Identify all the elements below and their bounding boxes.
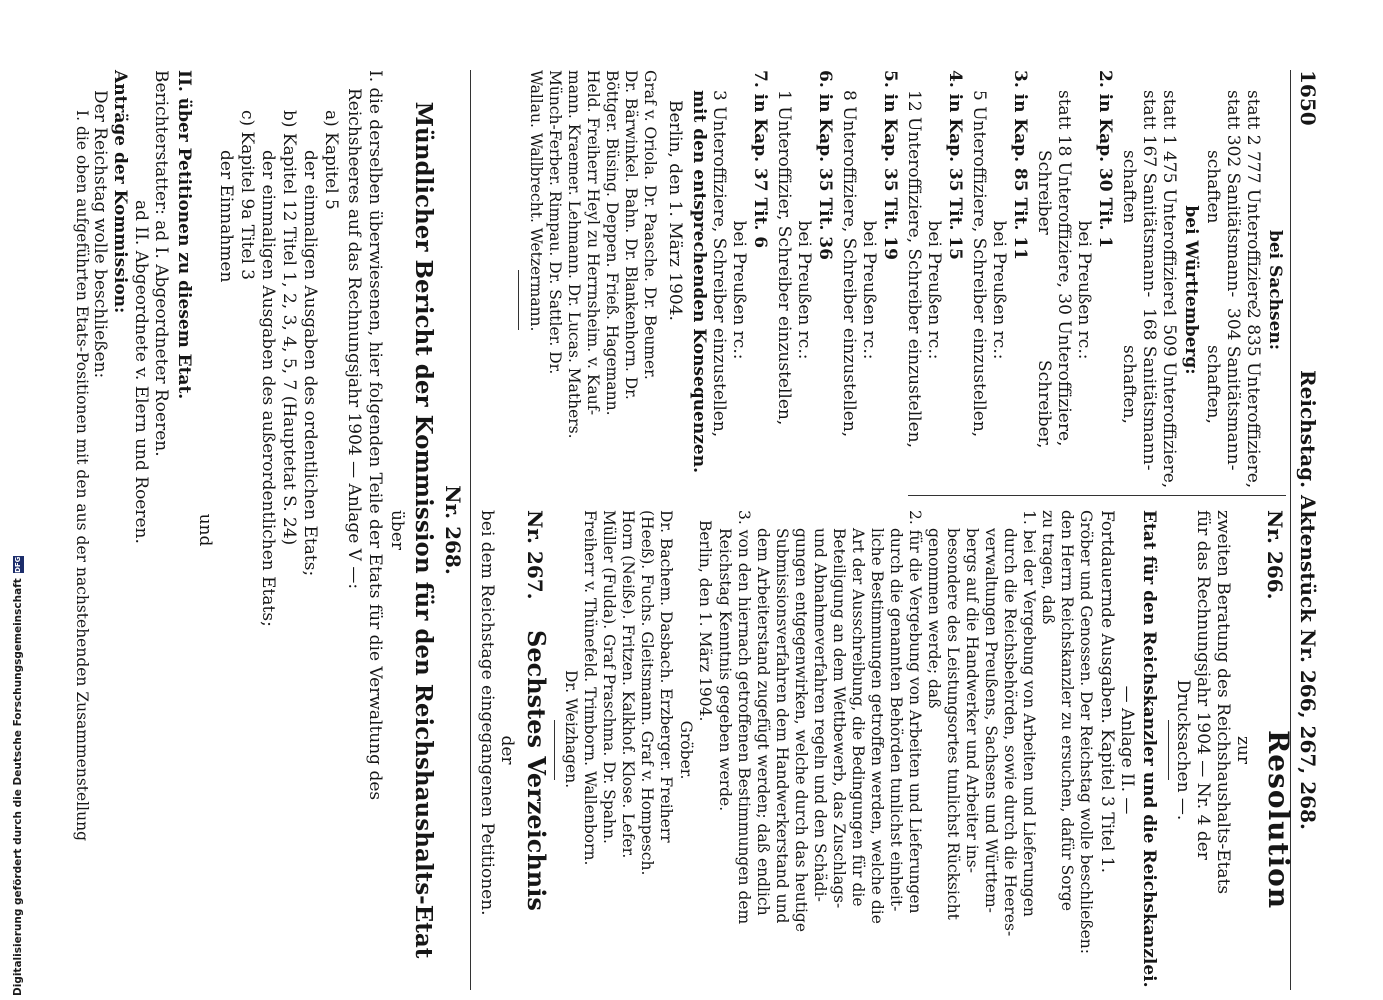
text-line: Reichstag Kenntnis gegeben werde. bbox=[716, 528, 734, 812]
signature-line: Dr. Bärwinkel. Bahn. Dr. Blankenhorn. Dr. bbox=[622, 70, 640, 400]
text-line: und Abnahmeverfahren regeln und den Schädi- bbox=[811, 528, 829, 902]
text-line: Gröber und Genossen. Der Reichstag wolle beschließen: bbox=[1077, 510, 1095, 954]
text-line: schaften bbox=[1203, 150, 1223, 224]
text-line: Reichsheeres auf das Rechnungsjahr 1904 — Anlage V —: bbox=[344, 88, 364, 590]
text-line: II. über Petitionen zu diesem Etat. bbox=[174, 70, 194, 400]
text-line: 304 Sanitätsmann- bbox=[1223, 308, 1243, 471]
signature-line: Müller (Fulda). Graf Praschma. Dr. Spahn. bbox=[600, 510, 618, 844]
text-line: für das Rechnungsjahr 1904 — Nr. 4 der bbox=[1193, 510, 1213, 860]
text-line: 1 509 Unteroffiziere, bbox=[1159, 308, 1179, 489]
date-line: Berlin, den 1. März 1904. bbox=[696, 520, 714, 722]
text-line: statt 18 Unteroffiziere, 30 Unteroffiziere, bbox=[1054, 90, 1074, 447]
digitization-notice bbox=[12, 556, 24, 996]
signature-line: Dr. Weizhagen. bbox=[562, 670, 580, 789]
text-line: 3. von den hiernach getroffenen Bestimmungen dem bbox=[735, 510, 753, 925]
text-line: statt 2 777 Unteroffiziere bbox=[1243, 90, 1263, 310]
text-line: durch die genannten Behörden tunlichst einheit- bbox=[887, 528, 905, 912]
column-divider bbox=[908, 495, 1286, 496]
item-5: 5. in Kap. 35 Tit. 19 bbox=[880, 70, 900, 260]
signature-line: Münch-Ferber. Rimpau. Dr. Sattler. Dr. bbox=[546, 70, 564, 375]
title-bericht: Mündlicher Bericht der Kommission für den Reichshaushalts-Etat bbox=[410, 101, 437, 959]
section-rule bbox=[470, 70, 471, 990]
text-line: 1. bei der Vergebung von Arbeiten und Lieferungen bbox=[1020, 510, 1038, 917]
signature-line: mann. Kraemer. Lehmann. Dr. Lucas. Mathers. bbox=[565, 70, 583, 439]
page-number: 1650 bbox=[1296, 70, 1320, 126]
dfg-logo-icon: DFG bbox=[14, 556, 22, 573]
text-line: bei Preußen rc.: bbox=[924, 220, 944, 360]
item-6: 6. in Kap. 35 Tit. 36 bbox=[815, 70, 835, 260]
text-line: schaften, bbox=[1119, 345, 1139, 424]
text-line: über bbox=[387, 509, 407, 551]
text-line: c) Kapitel 9a Titel 3 bbox=[237, 110, 257, 281]
item-4: 4. in Kap. 35 Tit. 15 bbox=[945, 70, 965, 260]
text-line: Art der Ausschreibung, die Bedingungen für die bbox=[849, 528, 867, 907]
item-7: 7. in Kap. 37 Tit. 6 bbox=[750, 70, 770, 249]
text-line: und bbox=[195, 513, 215, 547]
date-line: Berlin, den 1. März 1904. bbox=[665, 100, 685, 321]
signature-line: Held. Freiherr Heyl zu Herrnsheim. v. Kauf- bbox=[584, 70, 602, 416]
section-divider bbox=[518, 270, 519, 330]
section-divider bbox=[1168, 720, 1169, 780]
text-line: ad II. Abgeordnete v. Elern und Roeren. bbox=[131, 200, 151, 544]
text-line: Schreiber, bbox=[1034, 360, 1054, 449]
text-line: Drucksachen —. bbox=[1173, 679, 1193, 821]
text-line: bergs auf die Handwerker und Arbeiter ins- bbox=[963, 528, 981, 873]
text-line: Anträge der Kommission: bbox=[110, 70, 130, 314]
signature-line: Graf v. Oriola. Dr. Paasche. Dr. Beumer. bbox=[641, 70, 659, 380]
text-line: zur bbox=[1233, 735, 1253, 765]
heading-sachsen: bei Sachsen: bbox=[1265, 229, 1285, 351]
text-line: Beteiligung an dem Wettbewerb, das Zuschlags- bbox=[830, 528, 848, 909]
text-line: besondere des Leistungsortes tunlichst Rücksicht bbox=[944, 528, 962, 920]
text-line: zu tragen, daß bbox=[1039, 510, 1057, 625]
text-line: Berichterstatter: ad I. Abgeordneter Roeren. bbox=[151, 70, 171, 457]
notice-text: Digitalisierung gefördert durch die Deutsche Forschungsgemeinschaft bbox=[12, 578, 24, 996]
text-line: 12 Unteroffiziere, Schreiber einzustellen, bbox=[904, 90, 924, 448]
text-line: 1 Unteroffizier, Schreiber einzustellen, bbox=[774, 90, 794, 426]
heading-etat: Etat für den Reichskanzler und die Reichskanzlei. bbox=[1139, 510, 1159, 988]
signature-line: Horn (Neiße). Fritzen. Kalkhof. Klose. Lefer. bbox=[619, 510, 637, 859]
text-line: Submissionsverfahren dem Handwerkerstand und bbox=[773, 528, 791, 924]
title-verzeichnis: Sechstes Verzeichnis bbox=[522, 630, 551, 911]
nr-268: Nr. 268. bbox=[441, 485, 465, 575]
text-line: I. die oben aufgeführten Etats-Positionen mit den aus der nachstehenden Zusammenstellung bbox=[73, 110, 91, 841]
text-line: gungen entgegenwirken, welche durch das heutige bbox=[792, 528, 810, 933]
nr-266: Nr. 266. bbox=[1263, 510, 1287, 600]
running-title: Reichstag. Aktenstück Nr. 266, 267, 268. bbox=[1296, 370, 1320, 830]
text-line: zweiten Beratung des Reichshaushalts-Etats bbox=[1213, 510, 1233, 895]
signature-line: Böttger. Büsing. Deppen. Frieß. Hagemann. bbox=[603, 70, 621, 416]
text-line: 5 Unteroffiziere, Schreiber einzustellen, bbox=[969, 90, 989, 438]
text-line: statt 302 Sanitätsmann- bbox=[1223, 90, 1243, 298]
text-line: durch die Reichsbehörden, sowie durch die Heeres- bbox=[1001, 528, 1019, 937]
signature-line: Freiherr v. Thünefeld. Trimborn. Wallenborn. bbox=[581, 510, 599, 866]
text-line: a) Kapitel 5 bbox=[321, 110, 341, 210]
section-divider bbox=[554, 720, 555, 780]
signature-line: Wallau. Wallbrecht. Wetzermann. bbox=[527, 70, 545, 332]
text-line: Der Reichstag wolle beschließen: bbox=[90, 90, 110, 379]
text-line: bei dem Reichstage eingegangenen Petitionen. bbox=[477, 510, 497, 916]
signature-line: Dr. Bachem. Dasbach. Erzberger. Freiherr bbox=[657, 510, 675, 843]
text-line: der einmaligen Ausgaben des außerordentlichen Etats; bbox=[258, 150, 278, 627]
text-line: b) Kapitel 12 Titel 1, 2, 3, 4, 5, 7 (Hauptetat S. 24) bbox=[279, 110, 299, 546]
text-line: statt 1 475 Unteroffiziere bbox=[1159, 90, 1179, 310]
heading-wuerttemberg: bei Württemberg: bbox=[1181, 205, 1201, 375]
text-line: genommen werde; daß bbox=[925, 528, 943, 709]
text-line: der bbox=[497, 735, 517, 765]
text-line: statt 167 Sanitätsmann- bbox=[1139, 90, 1159, 298]
text-line: — Anlage II. — bbox=[1117, 685, 1137, 815]
text-line: dem Arbeiterstand zugefügt werden; daß endlich bbox=[754, 528, 772, 916]
text-line: 2. für die Vergebung von Arbeiten und Lieferungen bbox=[906, 510, 924, 914]
text-line: 168 Sanitätsmann- bbox=[1139, 308, 1159, 471]
text-line: bei Preußen rc.: bbox=[1074, 220, 1094, 360]
nr-267: Nr. 267. bbox=[523, 510, 547, 600]
signature-line: (Heeß). Fuchs. Gleitsmann. Graf v. Hompesch. bbox=[638, 510, 656, 876]
title-resolution: Resolution bbox=[1262, 730, 1295, 910]
text-line: liche Bestimmungen getroffen werden, welche die bbox=[868, 528, 886, 924]
text-line: der einmaligen Ausgaben des ordentlichen Etats; bbox=[300, 150, 320, 577]
text-line: bei Preußen rc.: bbox=[859, 220, 879, 360]
text-line: bei Preußen rc.: bbox=[729, 220, 749, 360]
text-line: verwaltungen Preußens, Sachsens und Württem- bbox=[982, 528, 1000, 913]
text-line: I. die derselben überwiesenen, hier folgenden Teile der Etats für die Verwaltung des bbox=[365, 70, 385, 801]
text-line: Fortdauernde Ausgaben. Kapitel 3 Titel 1. bbox=[1097, 510, 1117, 874]
text-line: der Einnahmen bbox=[216, 150, 236, 283]
text-line: 3 Unteroffiziere, Schreiber einzustellen, bbox=[709, 90, 729, 438]
document-page bbox=[71, 70, 1321, 990]
signature-main: Gröber. bbox=[677, 720, 695, 780]
text-line: schaften, bbox=[1203, 345, 1223, 424]
text-line: 8 Unteroffiziere, Schreiber einzustellen, bbox=[839, 90, 859, 438]
text-line: mit den entsprechenden Konsequenzen. bbox=[689, 90, 709, 473]
item-2: 2. in Kap. 30 Tit. 1 bbox=[1095, 70, 1115, 249]
text-line: 2 835 Unteroffiziere, bbox=[1243, 308, 1263, 489]
text-line: bei Preußen rc.: bbox=[794, 220, 814, 360]
text-line: den Herrn Reichskanzler zu ersuchen, dafür Sorge bbox=[1058, 510, 1076, 912]
text-line: bei Preußen rc.: bbox=[989, 220, 1009, 360]
item-3: 3. in Kap. 85 Tit. 11 bbox=[1010, 70, 1030, 260]
text-line: Schreiber bbox=[1034, 150, 1054, 235]
text-line: schaften bbox=[1119, 150, 1139, 224]
